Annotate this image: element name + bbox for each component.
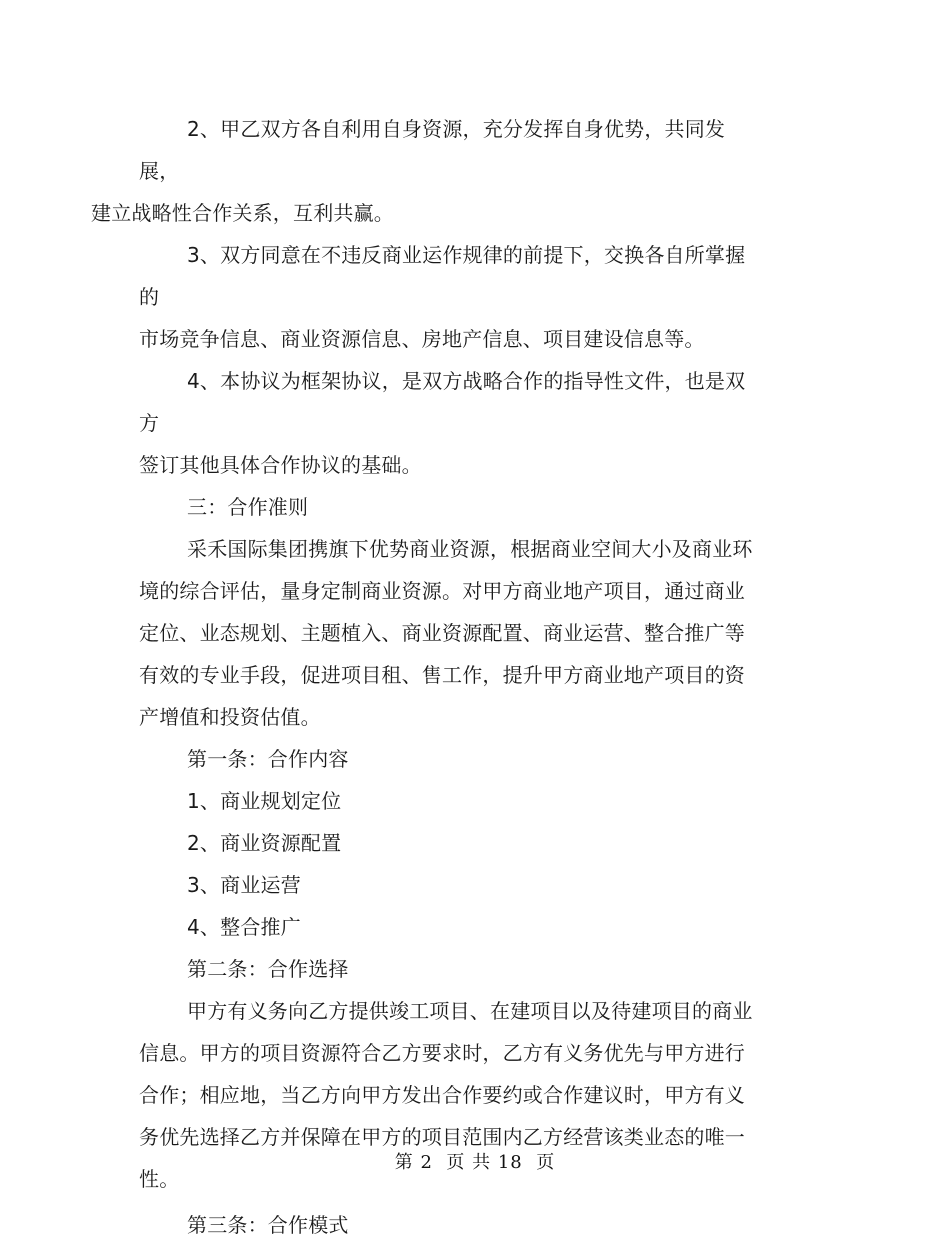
- list-item-text: 3、商业运营: [187, 873, 301, 897]
- paragraph-line: 4、本协议为框架协议，是双方战略合作的指导性文件，也是双方: [139, 369, 746, 435]
- paragraph-line: 务优先选择乙方并保障在甲方的项目范围内乙方经营该类业态的唯一: [139, 1125, 745, 1149]
- article-3-heading: [139, 1204, 759, 1246]
- list-item-1: [139, 780, 759, 822]
- paragraph-line: 采禾国际集团携旗下优势商业资源，根据商业空间大小及商业环: [187, 537, 753, 561]
- paragraph-line: 建立战略性合作关系，互利共赢。: [91, 201, 394, 225]
- paragraph-line: 定位、业态规划、主题植入、商业资源配置、商业运营、整合推广等: [139, 621, 745, 645]
- paragraph-line: 合作；相应地，当乙方向甲方发出合作要约或合作建议时，甲方有义: [139, 1083, 745, 1107]
- list-item-4: [139, 906, 759, 948]
- section-heading-cooperation-principles: [139, 486, 759, 528]
- page-footer: [0, 1150, 950, 1176]
- paragraph-line: 2、甲乙双方各自利用自身资源，充分发挥自身优势，共同发展，: [139, 117, 726, 183]
- article-1-heading: [139, 738, 759, 780]
- paragraph-2: [91, 108, 759, 234]
- paragraph-line: 有效的专业手段，促进项目租、售工作，提升甲方商业地产项目的资: [139, 663, 745, 687]
- paragraph-line: 甲方有义务向乙方提供竣工项目、在建项目以及待建项目的商业: [187, 999, 753, 1023]
- heading-line: 第三条：合作模式: [187, 1213, 349, 1237]
- article-2-heading: [139, 948, 759, 990]
- paragraph-line: 3、双方同意在不违反商业运作规律的前提下，交换各自所掌握的: [139, 243, 746, 309]
- list-item-text: 2、商业资源配置: [187, 831, 342, 855]
- paragraph-line: 产增值和投资估值。: [139, 705, 321, 729]
- paragraph-principles: [139, 528, 759, 738]
- list-item-text: 4、整合推广: [187, 915, 301, 939]
- heading-line: 三：合作准则: [187, 495, 309, 519]
- list-item-2: [139, 822, 759, 864]
- paragraph-line: 签订其他具体合作协议的基础。: [139, 453, 422, 477]
- document-body: [91, 108, 759, 1246]
- heading-line: 第一条：合作内容: [187, 747, 349, 771]
- paragraph-line: 性。: [139, 1167, 180, 1191]
- heading-line: 第二条：合作选择: [187, 957, 349, 981]
- list-item-text: 1、商业规划定位: [187, 789, 342, 813]
- paragraph-line: 市场竞争信息、商业资源信息、房地产信息、项目建设信息等。: [139, 327, 705, 351]
- paragraph-3: [139, 234, 759, 360]
- page-number-label: 第 2 页 共 18 页: [394, 1152, 556, 1173]
- paragraph-line: 信息。甲方的项目资源符合乙方要求时，乙方有义务优先与甲方进行: [139, 1041, 745, 1065]
- paragraph-4: [139, 360, 759, 486]
- list-item-3: [139, 864, 759, 906]
- paragraph-line: 境的综合评估，量身定制商业资源。对甲方商业地产项目，通过商业: [139, 579, 745, 603]
